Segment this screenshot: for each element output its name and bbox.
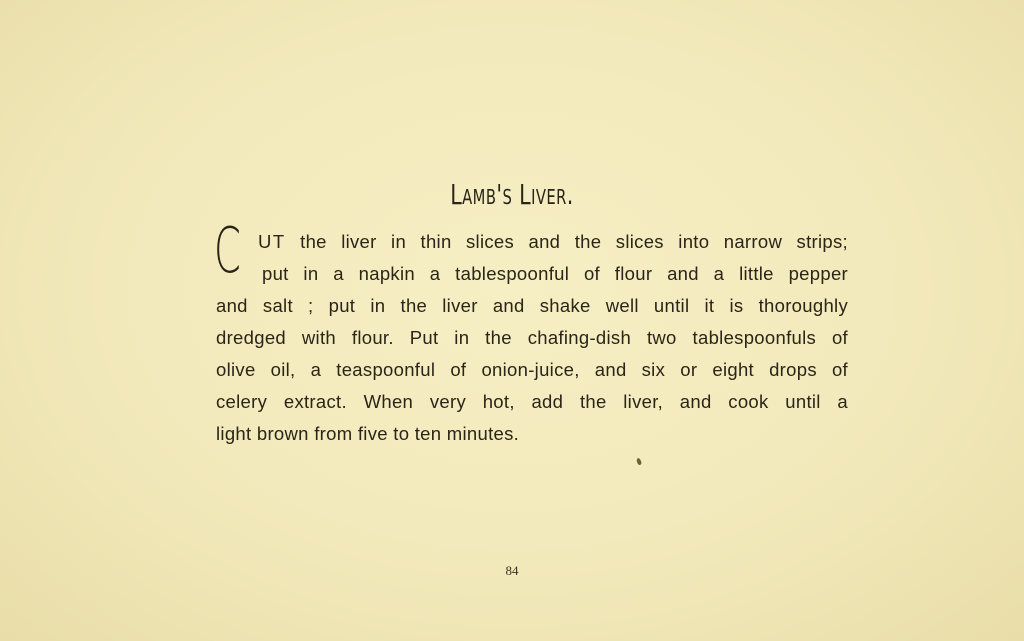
first-word-caps: UT [258, 231, 286, 252]
paper-speck [636, 458, 642, 466]
text-line-4: dredged with flour. Put in the chafing-dish two tablespoonfuls of [216, 327, 848, 348]
page-number: 84 [505, 563, 519, 578]
recipe-title: Lamb's Liver. [450, 178, 574, 211]
text-line-7: light brown from five to ten minutes. [216, 423, 520, 444]
text-line-1 [216, 226, 848, 258]
text-line-5: olive oil, a teaspoonful of onion-juice, and six or eight drops of [216, 359, 848, 380]
text-line-6: celery extract. When very hot, add the liver, and cook until a [216, 391, 848, 412]
text-line-3: and salt ; put in the liver and shake well until it is thoroughly [216, 295, 848, 316]
recipe-text [214, 214, 848, 450]
line-1-text: the liver in thin slices and the slices into narrow strips; [300, 231, 848, 252]
text-line-2: put in a napkin a tablespoonful of flour and a little pepper [262, 263, 848, 284]
drop-cap-letter: C [214, 214, 241, 287]
